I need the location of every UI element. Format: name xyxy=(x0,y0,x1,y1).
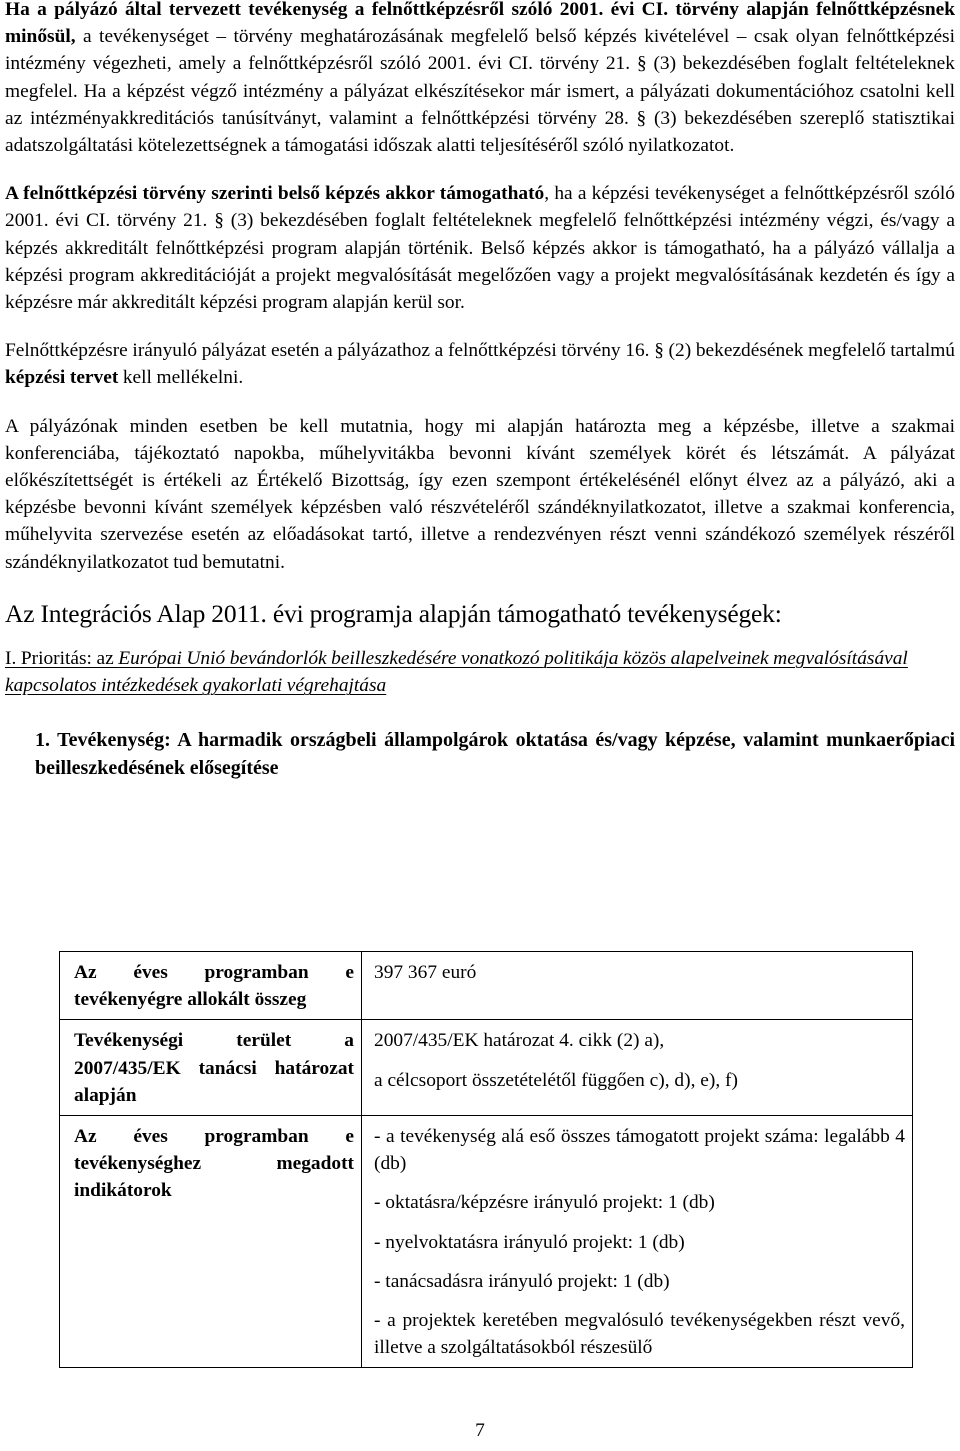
table-value-cell xyxy=(362,1020,913,1116)
priority-title xyxy=(5,645,955,700)
priority-label: I. Prioritás: xyxy=(5,647,92,669)
activity-area-line: a célcsoport összetételétől függően c), d), e), f) xyxy=(374,1069,738,1091)
table-value-cell xyxy=(362,952,913,1020)
table-label-cell: Az éves programban e tevékenységhez megadott indikátorok xyxy=(60,1116,362,1368)
paragraph-bold-intro: Ha a pályázó által tervezett tevékenység a felnőttképzésről szóló 2001. évi CI. törvény alapján felnőttképzésnek minősül, xyxy=(5,0,955,48)
table-label-cell: Tevékenységi terület a 2007/435/EK tanácsi határozat alapján xyxy=(60,1020,362,1116)
indicator-line: - tanácsadásra irányuló projekt: 1 (db) xyxy=(374,1270,670,1292)
paragraph-text: kell mellékelni. xyxy=(118,367,244,389)
paragraph-bold-intro: A felnőttképzési törvény szerinti belső képzés akkor támogatható xyxy=(5,183,545,205)
activity-heading: 1. Tevékenység: A harmadik országbeli állampolgárok oktatása és/vagy képzése, valamint munkaerőpiaci beilleszkedésének elősegítése xyxy=(35,728,955,779)
paragraph-text: a tevékenységet – törvény meghatározásának megfelelő belső képzés kivételével – csak olyan felnőttképzési intézmény végezheti, amely a felnőttképzésről szóló 2001. évi CI. törvény 21. § (3) bekezdésében foglalt feltételeknek megfelel. Ha a képzést végző intézmény a pályázat elkészítésekor már ismert, a pályázati dokumentációhoz csatolni kell az intézményakkreditációs tanúsítványt, valamint a felnőttképzési törvény 28. § (3) bekezdésében szereplő statisztikai adatszolgáltatási kötelezettségnek a támogatási időszak alatti teljesítéséről szóló nyilatkozatot. xyxy=(5,26,955,157)
indicator-line: - nyelvoktatásra irányuló projekt: 1 (db) xyxy=(374,1231,685,1253)
table-value-cell xyxy=(362,1116,913,1368)
priority-description: Európai Unió bevándorlók beilleszkedésére vonatkozó politikája közös alapelveinek megvalósításával kapcsolatos intézkedések gyakorlati végrehajtása xyxy=(5,647,908,697)
table-row xyxy=(60,1116,913,1368)
paragraph-internal-training xyxy=(5,180,955,316)
page-number: 7 xyxy=(475,1420,485,1441)
document-page xyxy=(5,0,955,782)
table-row xyxy=(60,1020,913,1116)
section-heading: Az Integrációs Alap 2011. évi programja alapján támogatható tevékenységek: xyxy=(5,598,782,628)
paragraph-text: Felnőttképzésre irányuló pályázat esetén a pályázathoz a felnőttképzési törvény 16. § (2) bekezdésének megfelelő tartalmú xyxy=(5,340,955,362)
table-label-cell: Az éves programban e tevékenyégre allokált összeg xyxy=(60,952,362,1020)
training-plan-emphasis: képzési tervet xyxy=(5,367,119,389)
paragraph-text: , ha a képzési tevékenységet a felnőttképzésről szóló 2001. évi CI. törvény 21. § (3) bekezdésében foglalt feltételeknek megfelelő felnőttképzési intézmény végzi, és/vagy a képzés akkreditált felnőttképzési program alapján történik. Belső képzés akkor is támogatható, ha a pályázó vállalja a képzési program akkreditációját a projekt megvalósítását megelőzően vagy a projekt megvalósításának kezdetén és így a képzésre már akkreditált képzési program alapján kerül sor. xyxy=(5,183,955,314)
paragraph-training-plan xyxy=(5,337,955,391)
paragraph-adult-education-conditions xyxy=(5,0,955,159)
indicator-line: - oktatásra/képzésre irányuló projekt: 1 (db) xyxy=(374,1192,715,1214)
activity-info-table xyxy=(59,951,913,1368)
indicator-line: - a tevékenység alá eső összes támogatott projekt száma: legalább 4 (db) xyxy=(374,1126,905,1175)
indicator-line: - a projektek keretében megvalósuló tevékenységekben részt vevő, illetve a szolgáltatásokból részesülő xyxy=(374,1310,905,1359)
activity-area-line: 2007/435/EK határozat 4. cikk (2) a), xyxy=(374,1030,665,1052)
priority-connector: az xyxy=(91,647,119,669)
allocated-amount: 397 367 euró xyxy=(374,962,477,983)
paragraph-participant-justification: A pályázónak minden esetben be kell mutatnia, hogy mi alapján határozta meg a képzésbe, illetve a szakmai konferenciába, tájékoztató napokba, műhelyvitákba bevonni kívánt személyek körét és létszámát. A pályázat előkészítettségét is értékeli az Értékelő Bizottság, így ezen szempont értékelésénél előnyt élvez az a pályázó, aki a képzésbe bevonni kívánt személyek képzésben való részvételéről szándéknyilatkozatot, illetve a szakmai konferencia, műhelyvita szervezése esetén az előadásokat tartó, illetve a rendezvényen részt venni szándékozó személyek részéről szándéknyilatkozatot tud bemutatni. xyxy=(5,415,955,573)
table-row xyxy=(60,952,913,1020)
